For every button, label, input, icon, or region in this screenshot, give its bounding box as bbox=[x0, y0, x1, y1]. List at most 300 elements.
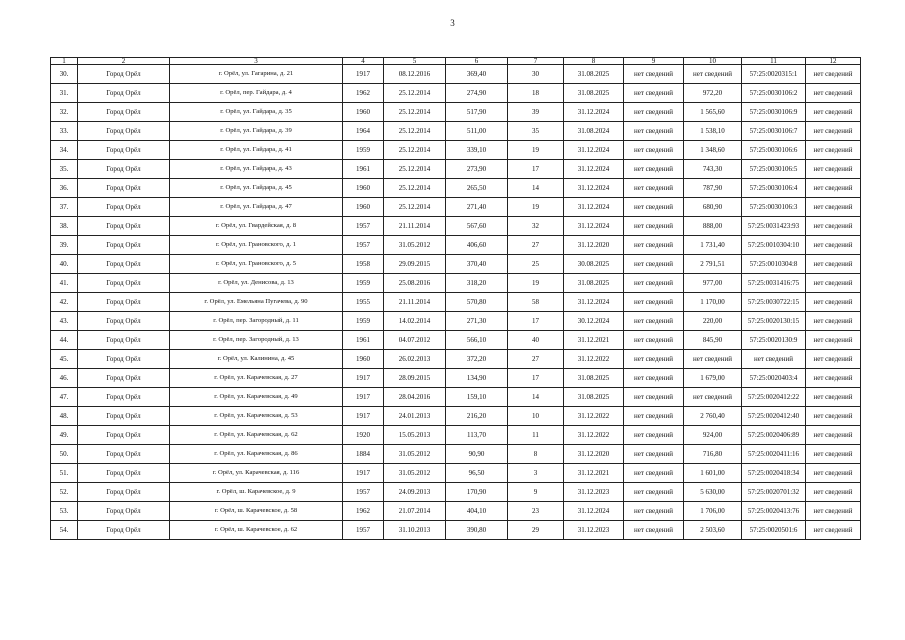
info-1-cell: нет сведений bbox=[624, 483, 684, 502]
info-2-cell: нет сведений bbox=[806, 255, 861, 274]
cost-cell: 1 538,10 bbox=[684, 122, 742, 141]
residents-cell: 27 bbox=[508, 236, 564, 255]
deadline-cell: 31.08.2025 bbox=[564, 388, 624, 407]
address-cell: г. Орёл, ул. Карачевская, д. 49 bbox=[170, 388, 343, 407]
address-cell: г. Орёл, ул. Гайдара, д. 41 bbox=[170, 141, 343, 160]
year-built-cell: 1964 bbox=[343, 122, 384, 141]
row-number-cell: 43. bbox=[51, 312, 78, 331]
deadline-cell: 31.12.2023 bbox=[564, 521, 624, 540]
row-number-cell: 39. bbox=[51, 236, 78, 255]
date-cell: 25.12.2014 bbox=[384, 160, 446, 179]
cost-cell: нет сведений bbox=[684, 388, 742, 407]
date-cell: 24.01.2013 bbox=[384, 407, 446, 426]
table-row bbox=[51, 179, 861, 198]
cost-cell: 1 601,00 bbox=[684, 464, 742, 483]
area-cell: 406,60 bbox=[446, 236, 508, 255]
cost-cell: 888,00 bbox=[684, 217, 742, 236]
table-row bbox=[51, 502, 861, 521]
address-cell: г. Орёл, ул. Гайдара, д. 43 bbox=[170, 160, 343, 179]
cadastral-number-cell: 57:25:0020413:76 bbox=[742, 502, 806, 521]
info-2-cell: нет сведений bbox=[806, 521, 861, 540]
info-2-cell: нет сведений bbox=[806, 65, 861, 84]
row-number-cell: 47. bbox=[51, 388, 78, 407]
municipality-cell: Город Орёл bbox=[78, 65, 170, 84]
row-number-cell: 34. bbox=[51, 141, 78, 160]
info-2-cell: нет сведений bbox=[806, 426, 861, 445]
cadastral-number-cell: 57:25:0020418:34 bbox=[742, 464, 806, 483]
cost-cell: 977,00 bbox=[684, 274, 742, 293]
year-built-cell: 1960 bbox=[343, 179, 384, 198]
area-cell: 90,90 bbox=[446, 445, 508, 464]
registry-body bbox=[51, 65, 861, 540]
area-cell: 567,60 bbox=[446, 217, 508, 236]
date-cell: 15.05.2013 bbox=[384, 426, 446, 445]
cadastral-number-cell: 57:25:0020501:6 bbox=[742, 521, 806, 540]
info-1-cell: нет сведений bbox=[624, 293, 684, 312]
table-row bbox=[51, 84, 861, 103]
info-1-cell: нет сведений bbox=[624, 103, 684, 122]
address-cell: г. Орёл, ул. Карачевская, д. 53 bbox=[170, 407, 343, 426]
date-cell: 31.05.2012 bbox=[384, 236, 446, 255]
area-cell: 566,10 bbox=[446, 331, 508, 350]
area-cell: 159,10 bbox=[446, 388, 508, 407]
cadastral-number-cell: 57:25:0020315:1 bbox=[742, 65, 806, 84]
cost-cell: 972,20 bbox=[684, 84, 742, 103]
cadastral-number-cell: нет сведений bbox=[742, 350, 806, 369]
area-cell: 274,90 bbox=[446, 84, 508, 103]
cadastral-number-cell: 57:25:0031423:93 bbox=[742, 217, 806, 236]
cost-cell: 743,30 bbox=[684, 160, 742, 179]
year-built-cell: 1957 bbox=[343, 521, 384, 540]
area-cell: 370,40 bbox=[446, 255, 508, 274]
info-2-cell: нет сведений bbox=[806, 293, 861, 312]
year-built-cell: 1959 bbox=[343, 312, 384, 331]
date-cell: 21.11.2014 bbox=[384, 293, 446, 312]
address-cell: г. Орёл, пер. Гайдара, д. 4 bbox=[170, 84, 343, 103]
date-cell: 28.04.2016 bbox=[384, 388, 446, 407]
table-row bbox=[51, 388, 861, 407]
year-built-cell: 1958 bbox=[343, 255, 384, 274]
info-2-cell: нет сведений bbox=[806, 464, 861, 483]
date-cell: 28.09.2015 bbox=[384, 369, 446, 388]
residents-cell: 25 bbox=[508, 255, 564, 274]
row-number-cell: 45. bbox=[51, 350, 78, 369]
column-number-row bbox=[51, 58, 861, 65]
residents-cell: 40 bbox=[508, 331, 564, 350]
deadline-cell: 31.12.2024 bbox=[564, 103, 624, 122]
municipality-cell: Город Орёл bbox=[78, 445, 170, 464]
residents-cell: 27 bbox=[508, 350, 564, 369]
info-2-cell: нет сведений bbox=[806, 236, 861, 255]
area-cell: 511,00 bbox=[446, 122, 508, 141]
cost-cell: 787,90 bbox=[684, 179, 742, 198]
area-cell: 273,90 bbox=[446, 160, 508, 179]
info-1-cell: нет сведений bbox=[624, 122, 684, 141]
deadline-cell: 31.12.2021 bbox=[564, 464, 624, 483]
deadline-cell: 31.12.2023 bbox=[564, 483, 624, 502]
area-cell: 390,80 bbox=[446, 521, 508, 540]
cost-cell: 5 630,00 bbox=[684, 483, 742, 502]
municipality-cell: Город Орёл bbox=[78, 179, 170, 198]
year-built-cell: 1961 bbox=[343, 331, 384, 350]
table-row bbox=[51, 122, 861, 141]
info-1-cell: нет сведений bbox=[624, 521, 684, 540]
municipality-cell: Город Орёл bbox=[78, 312, 170, 331]
table-row bbox=[51, 521, 861, 540]
address-cell: г. Орёл, ул. Грановского, д. 1 bbox=[170, 236, 343, 255]
municipality-cell: Город Орёл bbox=[78, 464, 170, 483]
row-number-cell: 53. bbox=[51, 502, 78, 521]
municipality-cell: Город Орёл bbox=[78, 293, 170, 312]
row-number-cell: 33. bbox=[51, 122, 78, 141]
info-2-cell: нет сведений bbox=[806, 179, 861, 198]
info-2-cell: нет сведений bbox=[806, 502, 861, 521]
table-row bbox=[51, 293, 861, 312]
address-cell: г. Орёл, ул. Гайдара, д. 47 bbox=[170, 198, 343, 217]
residents-cell: 58 bbox=[508, 293, 564, 312]
info-2-cell: нет сведений bbox=[806, 331, 861, 350]
address-cell: г. Орёл, ул. Гвардейская, д. 8 bbox=[170, 217, 343, 236]
year-built-cell: 1961 bbox=[343, 160, 384, 179]
info-2-cell: нет сведений bbox=[806, 312, 861, 331]
cadastral-number-cell: 57:25:0020403:4 bbox=[742, 369, 806, 388]
deadline-cell: 31.08.2025 bbox=[564, 274, 624, 293]
row-number-cell: 30. bbox=[51, 65, 78, 84]
municipality-cell: Город Орёл bbox=[78, 84, 170, 103]
info-2-cell: нет сведений bbox=[806, 445, 861, 464]
info-1-cell: нет сведений bbox=[624, 502, 684, 521]
area-cell: 134,90 bbox=[446, 369, 508, 388]
cadastral-number-cell: 57:25:0030722:15 bbox=[742, 293, 806, 312]
address-cell: г. Орёл, пер. Загородный, д. 13 bbox=[170, 331, 343, 350]
table-row bbox=[51, 217, 861, 236]
address-cell: г. Орёл, ш. Карачевское, д. 58 bbox=[170, 502, 343, 521]
residents-cell: 30 bbox=[508, 65, 564, 84]
year-built-cell: 1957 bbox=[343, 236, 384, 255]
info-1-cell: нет сведений bbox=[624, 388, 684, 407]
year-built-cell: 1957 bbox=[343, 483, 384, 502]
year-built-cell: 1960 bbox=[343, 198, 384, 217]
housing-registry-table bbox=[50, 57, 861, 540]
address-cell: г. Орёл, ул. Гайдара, д. 45 bbox=[170, 179, 343, 198]
info-2-cell: нет сведений bbox=[806, 160, 861, 179]
cadastral-number-cell: 57:25:0020411:16 bbox=[742, 445, 806, 464]
info-1-cell: нет сведений bbox=[624, 426, 684, 445]
address-cell: г. Орёл, ул. Гагарина, д. 21 bbox=[170, 65, 343, 84]
residents-cell: 29 bbox=[508, 521, 564, 540]
municipality-cell: Город Орёл bbox=[78, 236, 170, 255]
cost-cell: 716,80 bbox=[684, 445, 742, 464]
area-cell: 271,30 bbox=[446, 312, 508, 331]
column-number: 12 bbox=[806, 58, 861, 65]
address-cell: г. Орёл, ул. Карачевская, д. 27 bbox=[170, 369, 343, 388]
area-cell: 170,90 bbox=[446, 483, 508, 502]
date-cell: 31.10.2013 bbox=[384, 521, 446, 540]
date-cell: 25.12.2014 bbox=[384, 103, 446, 122]
address-cell: г. Орёл, ш. Карачевское, д. 9 bbox=[170, 483, 343, 502]
municipality-cell: Город Орёл bbox=[78, 198, 170, 217]
cost-cell: 2 791,51 bbox=[684, 255, 742, 274]
year-built-cell: 1917 bbox=[343, 407, 384, 426]
info-1-cell: нет сведений bbox=[624, 160, 684, 179]
table-row bbox=[51, 236, 861, 255]
residents-cell: 19 bbox=[508, 274, 564, 293]
column-number: 2 bbox=[78, 58, 170, 65]
row-number-cell: 38. bbox=[51, 217, 78, 236]
area-cell: 372,20 bbox=[446, 350, 508, 369]
residents-cell: 19 bbox=[508, 141, 564, 160]
area-cell: 339,10 bbox=[446, 141, 508, 160]
info-1-cell: нет сведений bbox=[624, 236, 684, 255]
municipality-cell: Город Орёл bbox=[78, 274, 170, 293]
column-number: 7 bbox=[508, 58, 564, 65]
date-cell: 26.02.2013 bbox=[384, 350, 446, 369]
info-2-cell: нет сведений bbox=[806, 388, 861, 407]
table-row bbox=[51, 65, 861, 84]
date-cell: 04.07.2012 bbox=[384, 331, 446, 350]
date-cell: 08.12.2016 bbox=[384, 65, 446, 84]
cadastral-number-cell: 57:25:0020130:15 bbox=[742, 312, 806, 331]
info-1-cell: нет сведений bbox=[624, 84, 684, 103]
area-cell: 570,80 bbox=[446, 293, 508, 312]
year-built-cell: 1917 bbox=[343, 464, 384, 483]
info-2-cell: нет сведений bbox=[806, 350, 861, 369]
residents-cell: 17 bbox=[508, 160, 564, 179]
cadastral-number-cell: 57:25:0020412:40 bbox=[742, 407, 806, 426]
row-number-cell: 48. bbox=[51, 407, 78, 426]
residents-cell: 14 bbox=[508, 388, 564, 407]
table-row bbox=[51, 331, 861, 350]
deadline-cell: 31.12.2021 bbox=[564, 331, 624, 350]
deadline-cell: 31.12.2024 bbox=[564, 217, 624, 236]
info-1-cell: нет сведений bbox=[624, 141, 684, 160]
cost-cell: 220,00 bbox=[684, 312, 742, 331]
area-cell: 517,90 bbox=[446, 103, 508, 122]
date-cell: 25.12.2014 bbox=[384, 141, 446, 160]
info-1-cell: нет сведений bbox=[624, 274, 684, 293]
deadline-cell: 31.12.2024 bbox=[564, 293, 624, 312]
deadline-cell: 31.12.2020 bbox=[564, 236, 624, 255]
area-cell: 271,40 bbox=[446, 198, 508, 217]
info-1-cell: нет сведений bbox=[624, 350, 684, 369]
row-number-cell: 44. bbox=[51, 331, 78, 350]
address-cell: г. Орёл, ш. Карачевское, д. 62 bbox=[170, 521, 343, 540]
area-cell: 404,10 bbox=[446, 502, 508, 521]
date-cell: 25.12.2014 bbox=[384, 198, 446, 217]
cost-cell: 1 565,60 bbox=[684, 103, 742, 122]
info-1-cell: нет сведений bbox=[624, 407, 684, 426]
year-built-cell: 1917 bbox=[343, 65, 384, 84]
cadastral-number-cell: 57:25:0020412:22 bbox=[742, 388, 806, 407]
municipality-cell: Город Орёл bbox=[78, 388, 170, 407]
cost-cell: 1 170,00 bbox=[684, 293, 742, 312]
table-row bbox=[51, 483, 861, 502]
address-cell: г. Орёл, ул. Карачевская, д. 62 bbox=[170, 426, 343, 445]
municipality-cell: Город Орёл bbox=[78, 103, 170, 122]
residents-cell: 17 bbox=[508, 369, 564, 388]
column-number: 1 bbox=[51, 58, 78, 65]
table-row bbox=[51, 141, 861, 160]
cost-cell: 924,00 bbox=[684, 426, 742, 445]
column-number: 5 bbox=[384, 58, 446, 65]
area-cell: 318,20 bbox=[446, 274, 508, 293]
municipality-cell: Город Орёл bbox=[78, 350, 170, 369]
cost-cell: 2 760,40 bbox=[684, 407, 742, 426]
row-number-cell: 31. bbox=[51, 84, 78, 103]
cost-cell: 1 731,40 bbox=[684, 236, 742, 255]
table-row bbox=[51, 103, 861, 122]
table-row bbox=[51, 426, 861, 445]
info-1-cell: нет сведений bbox=[624, 255, 684, 274]
info-2-cell: нет сведений bbox=[806, 103, 861, 122]
info-2-cell: нет сведений bbox=[806, 198, 861, 217]
address-cell: г. Орёл, ул. Емельяна Пугачева, д. 90 bbox=[170, 293, 343, 312]
info-2-cell: нет сведений bbox=[806, 217, 861, 236]
column-number: 6 bbox=[446, 58, 508, 65]
cadastral-number-cell: 57:25:0030106:2 bbox=[742, 84, 806, 103]
residents-cell: 3 bbox=[508, 464, 564, 483]
deadline-cell: 31.12.2022 bbox=[564, 407, 624, 426]
cost-cell: нет сведений bbox=[684, 350, 742, 369]
municipality-cell: Город Орёл bbox=[78, 369, 170, 388]
deadline-cell: 31.12.2024 bbox=[564, 141, 624, 160]
residents-cell: 8 bbox=[508, 445, 564, 464]
info-1-cell: нет сведений bbox=[624, 331, 684, 350]
table-row bbox=[51, 312, 861, 331]
info-1-cell: нет сведений bbox=[624, 312, 684, 331]
address-cell: г. Орёл, ул. Грановского, д. 5 bbox=[170, 255, 343, 274]
deadline-cell: 31.08.2025 bbox=[564, 84, 624, 103]
municipality-cell: Город Орёл bbox=[78, 217, 170, 236]
row-number-cell: 52. bbox=[51, 483, 78, 502]
date-cell: 24.09.2013 bbox=[384, 483, 446, 502]
info-1-cell: нет сведений bbox=[624, 65, 684, 84]
residents-cell: 19 bbox=[508, 198, 564, 217]
address-cell: г. Орёл, пер. Загородный, д. 11 bbox=[170, 312, 343, 331]
row-number-cell: 54. bbox=[51, 521, 78, 540]
row-number-cell: 42. bbox=[51, 293, 78, 312]
residents-cell: 11 bbox=[508, 426, 564, 445]
info-1-cell: нет сведений bbox=[624, 179, 684, 198]
row-number-cell: 35. bbox=[51, 160, 78, 179]
year-built-cell: 1917 bbox=[343, 388, 384, 407]
table-row bbox=[51, 160, 861, 179]
date-cell: 21.11.2014 bbox=[384, 217, 446, 236]
info-2-cell: нет сведений bbox=[806, 483, 861, 502]
row-number-cell: 46. bbox=[51, 369, 78, 388]
cost-cell: нет сведений bbox=[684, 65, 742, 84]
residents-cell: 9 bbox=[508, 483, 564, 502]
info-2-cell: нет сведений bbox=[806, 407, 861, 426]
residents-cell: 39 bbox=[508, 103, 564, 122]
deadline-cell: 31.12.2024 bbox=[564, 160, 624, 179]
municipality-cell: Город Орёл bbox=[78, 255, 170, 274]
cadastral-number-cell: 57:25:0030106:4 bbox=[742, 179, 806, 198]
info-2-cell: нет сведений bbox=[806, 84, 861, 103]
info-2-cell: нет сведений bbox=[806, 122, 861, 141]
area-cell: 96,50 bbox=[446, 464, 508, 483]
address-cell: г. Орёл, ул. Карачевская, д. 116 bbox=[170, 464, 343, 483]
area-cell: 113,70 bbox=[446, 426, 508, 445]
date-cell: 25.12.2014 bbox=[384, 179, 446, 198]
table-row bbox=[51, 407, 861, 426]
deadline-cell: 31.12.2024 bbox=[564, 198, 624, 217]
date-cell: 25.12.2014 bbox=[384, 122, 446, 141]
cadastral-number-cell: 57:25:0010304:8 bbox=[742, 255, 806, 274]
date-cell: 14.02.2014 bbox=[384, 312, 446, 331]
cost-cell: 1 706,00 bbox=[684, 502, 742, 521]
residents-cell: 23 bbox=[508, 502, 564, 521]
year-built-cell: 1957 bbox=[343, 217, 384, 236]
deadline-cell: 31.12.2024 bbox=[564, 502, 624, 521]
cost-cell: 1 348,60 bbox=[684, 141, 742, 160]
cadastral-number-cell: 57:25:0030106:7 bbox=[742, 122, 806, 141]
address-cell: г. Орёл, ул. Гайдара, д. 35 bbox=[170, 103, 343, 122]
area-cell: 216,20 bbox=[446, 407, 508, 426]
municipality-cell: Город Орёл bbox=[78, 521, 170, 540]
row-number-cell: 51. bbox=[51, 464, 78, 483]
cadastral-number-cell: 57:25:0030106:6 bbox=[742, 141, 806, 160]
deadline-cell: 31.12.2024 bbox=[564, 179, 624, 198]
info-1-cell: нет сведений bbox=[624, 198, 684, 217]
info-1-cell: нет сведений bbox=[624, 445, 684, 464]
row-number-cell: 50. bbox=[51, 445, 78, 464]
deadline-cell: 31.08.2025 bbox=[564, 65, 624, 84]
year-built-cell: 1962 bbox=[343, 84, 384, 103]
municipality-cell: Город Орёл bbox=[78, 407, 170, 426]
cadastral-number-cell: 57:25:0020406:89 bbox=[742, 426, 806, 445]
row-number-cell: 36. bbox=[51, 179, 78, 198]
date-cell: 29.09.2015 bbox=[384, 255, 446, 274]
cost-cell: 680,90 bbox=[684, 198, 742, 217]
column-number: 8 bbox=[564, 58, 624, 65]
row-number-cell: 49. bbox=[51, 426, 78, 445]
year-built-cell: 1920 bbox=[343, 426, 384, 445]
cadastral-number-cell: 57:25:0030106:3 bbox=[742, 198, 806, 217]
municipality-cell: Город Орёл bbox=[78, 426, 170, 445]
residents-cell: 32 bbox=[508, 217, 564, 236]
deadline-cell: 31.08.2024 bbox=[564, 122, 624, 141]
info-1-cell: нет сведений bbox=[624, 217, 684, 236]
cost-cell: 845,90 bbox=[684, 331, 742, 350]
cost-cell: 2 503,60 bbox=[684, 521, 742, 540]
column-number: 11 bbox=[742, 58, 806, 65]
year-built-cell: 1960 bbox=[343, 103, 384, 122]
date-cell: 31.05.2012 bbox=[384, 464, 446, 483]
municipality-cell: Город Орёл bbox=[78, 502, 170, 521]
year-built-cell: 1959 bbox=[343, 274, 384, 293]
table-row bbox=[51, 369, 861, 388]
info-1-cell: нет сведений bbox=[624, 369, 684, 388]
info-2-cell: нет сведений bbox=[806, 141, 861, 160]
municipality-cell: Город Орёл bbox=[78, 160, 170, 179]
municipality-cell: Город Орёл bbox=[78, 483, 170, 502]
table-row bbox=[51, 274, 861, 293]
cadastral-number-cell: 57:25:0010304:10 bbox=[742, 236, 806, 255]
deadline-cell: 31.12.2020 bbox=[564, 445, 624, 464]
cadastral-number-cell: 57:25:0020130:9 bbox=[742, 331, 806, 350]
area-cell: 265,50 bbox=[446, 179, 508, 198]
cadastral-number-cell: 57:25:0031416:75 bbox=[742, 274, 806, 293]
info-2-cell: нет сведений bbox=[806, 274, 861, 293]
cadastral-number-cell: 57:25:0020701:32 bbox=[742, 483, 806, 502]
row-number-cell: 40. bbox=[51, 255, 78, 274]
cadastral-number-cell: 57:25:0030106:9 bbox=[742, 103, 806, 122]
date-cell: 21.07.2014 bbox=[384, 502, 446, 521]
deadline-cell: 31.08.2025 bbox=[564, 369, 624, 388]
deadline-cell: 30.08.2025 bbox=[564, 255, 624, 274]
address-cell: г. Орёл, ул. Карачевская, д. 86 bbox=[170, 445, 343, 464]
